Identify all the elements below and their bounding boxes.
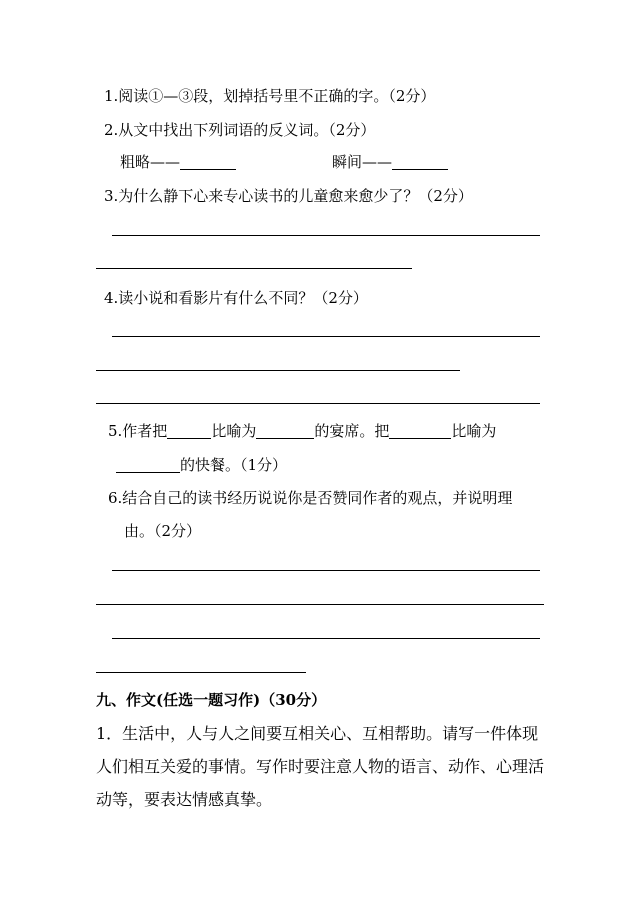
composition-prompt-line-2: 人们相互关爱的事情。写作时要注意人物的语言、动作、心理活 (96, 757, 545, 776)
answer-line[interactable] (112, 235, 540, 236)
answer-line[interactable] (96, 370, 460, 371)
answer-line[interactable] (96, 672, 306, 673)
question-2-item-2-label: 瞬间—— (332, 153, 393, 171)
answer-line[interactable] (96, 604, 544, 605)
question-1: 1.阅读①—③段，划掉括号里不正确的字。（2分） (104, 87, 436, 105)
composition-prompt-line-3: 动等，要表达情感真挚。 (96, 790, 273, 809)
question-2: 2.从文中找出下列词语的反义词。（2分） (104, 121, 376, 139)
answer-line[interactable] (112, 638, 540, 639)
question-6-line-2: 由。（2分） (124, 522, 202, 540)
answer-line[interactable] (112, 570, 540, 571)
question-5-part-d: 比喻为 (451, 422, 497, 440)
answer-blank[interactable] (256, 422, 314, 439)
answer-blank[interactable] (167, 422, 211, 439)
answer-blank[interactable] (180, 153, 236, 170)
composition-prompt-line-1: 1．生活中，人与人之间要互相关心、互相帮助。请写一件体现 (96, 724, 539, 743)
question-2-item-2 (332, 152, 448, 172)
question-5-part-b: 比喻为 (211, 422, 257, 440)
question-3: 3.为什么静下心来专心读书的儿童愈来愈少了？（2分） (104, 187, 473, 205)
question-2-item-1 (120, 152, 236, 172)
question-5-part-e: 的快餐。（1分） (180, 456, 288, 474)
answer-blank[interactable] (389, 422, 451, 439)
answer-line[interactable] (112, 336, 540, 337)
question-4: 4.读小说和看影片有什么不同？（2分） (104, 289, 368, 307)
answer-blank[interactable] (116, 456, 180, 473)
answer-line[interactable] (96, 403, 540, 404)
question-5-part-a: 5.作者把 (108, 422, 168, 440)
answer-blank[interactable] (392, 153, 448, 170)
question-2-item-1-label: 粗略—— (120, 153, 181, 171)
question-5-line-2 (116, 455, 287, 475)
question-6-line-1: 6.结合自己的读书经历说说你是否赞同作者的观点，并说明理 (108, 489, 513, 507)
question-5-part-c: 的宴席。把 (314, 422, 390, 440)
question-5-line-1 (108, 421, 496, 441)
section-heading: 九、作文(任选一题习作)（30分） (96, 691, 327, 709)
answer-line[interactable] (96, 268, 412, 269)
